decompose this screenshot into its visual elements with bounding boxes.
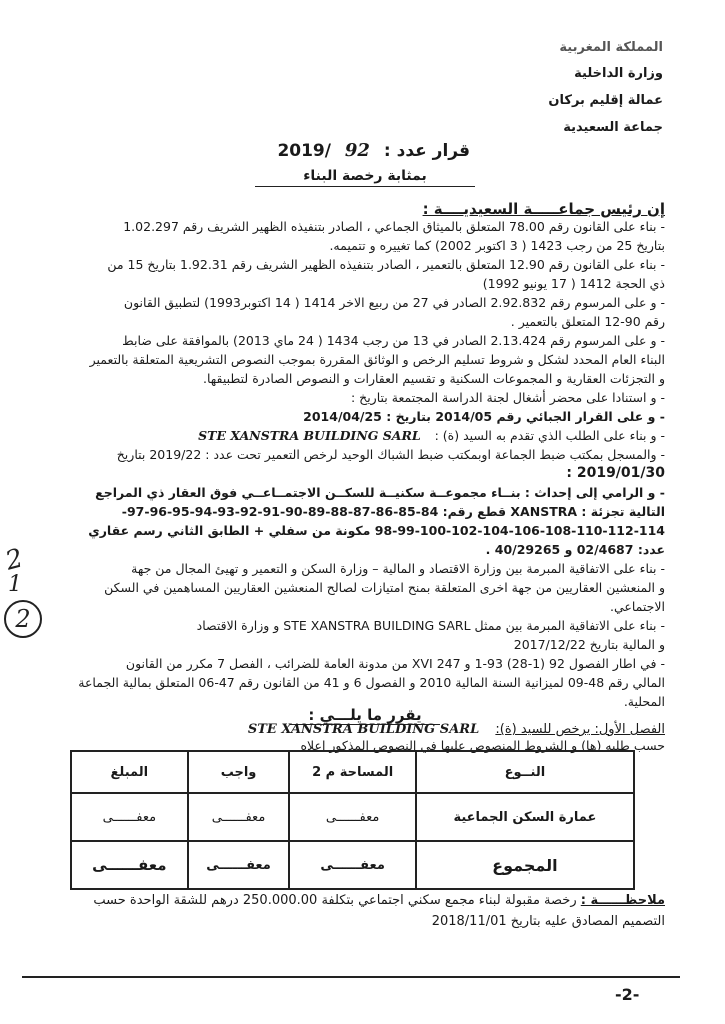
note bbox=[93, 893, 665, 908]
province-header: عمالة إقليم بركان bbox=[548, 93, 663, 108]
body-line: - بناء على القانون رقم 12.90 المتعلق بالتعمير ، الصادر بتنفيذه الظهير الشريف رقم 1.92.31 بتاريخ 15 من bbox=[107, 257, 665, 272]
header-amount: المبلغ bbox=[71, 751, 188, 793]
table-row-total bbox=[71, 841, 634, 889]
company-name: STE XANSTRA BUILDING SARL bbox=[198, 428, 421, 443]
table-row bbox=[71, 793, 634, 841]
body-line: - بناء على الاتفاقية المبرمة بين وزارة الاقتصاد و المالية – وزارة السكن و التعمير و تهيئ المجال من جهة bbox=[131, 561, 665, 576]
cell-type: عمارة السكن الجماعية bbox=[416, 793, 634, 841]
margin-mark: 2 bbox=[2, 543, 27, 577]
decision-title: قرار عدد : bbox=[383, 141, 470, 161]
bottom-divider bbox=[22, 976, 680, 978]
article-1-company: STE XANSTRA BUILDING SARL bbox=[247, 722, 480, 737]
body-line: بتاريخ 25 من رجب 1423 ( 3 اكتوبر 2002) كما تغييره و تتميمه. bbox=[329, 238, 665, 253]
body-line: 98-99-100-102-104-106-108-110-112-114 مكونة من سفلي + الطابق الثاني رسم عقاري bbox=[88, 523, 665, 538]
margin-mark: 1 bbox=[8, 572, 22, 597]
commune-header: جماعة السعيدية bbox=[563, 120, 663, 135]
president-heading: إن رئيس جماعـــــة السعيديــــة : bbox=[422, 200, 665, 218]
body-line: المحلية. bbox=[623, 694, 665, 709]
article-1-label: الفصل الأول: يرخص للسيد (ة): bbox=[495, 722, 665, 737]
body-line: و المنعشين العقاريين من جهة اخرى المتعلقة بمنح امتيازات لصالح المنعشين العقاريين المساهمين في السكن bbox=[104, 580, 665, 595]
body-line: و المالية بتاريخ 2017/12/22 bbox=[513, 637, 665, 652]
body-line: الاجتماعي. bbox=[610, 599, 665, 614]
body-line: - و بناء على الطلب الذي تقدم به السيد (ة) : bbox=[434, 428, 665, 443]
header-area: المساحة م 2 bbox=[289, 751, 415, 793]
cell-amount: معفــــــى bbox=[71, 793, 188, 841]
body-line: رقم 90-12 المتعلق بالتعمير . bbox=[510, 314, 665, 329]
article-1 bbox=[248, 722, 665, 737]
body-line: عدد: 02/4687 و 40/29265 . bbox=[485, 542, 665, 557]
decision-year: 2019/ bbox=[277, 141, 331, 161]
ministry-header: وزارة الداخلية bbox=[574, 66, 663, 81]
decision-subtitle: بمثابة رخصة البناء bbox=[255, 168, 475, 187]
circled-margin-mark: 2 bbox=[4, 600, 42, 638]
decision-title-line bbox=[270, 140, 470, 161]
article-1-continuation: حسب طلبه (ها) و الشروط المنصوص عليها في النصوص المذكور اعلاه bbox=[300, 738, 665, 753]
body-line: - و الرامي إلى إحداث : بنــاء مجموعــة سكنيــة للسكــن الاجتمــاعــي فوق العقار ذي المراجع bbox=[95, 485, 665, 500]
note-text-2: التصميم المصادق عليه بتاريخ 2018/11/01 bbox=[431, 914, 665, 929]
body-line: - بناء على الاتفاقية المبرمة بين ممثل STE XANSTRA BUILDING SARL و وزارة الاقتصاد bbox=[196, 618, 665, 633]
body-line: 2019/01/30 : bbox=[566, 465, 665, 481]
table-header-row bbox=[71, 751, 634, 793]
cell-area: معفــــــى bbox=[289, 793, 415, 841]
decides-heading: يقرر ما يلـــي : bbox=[290, 706, 440, 725]
body-line: - و على المرسوم رقم 2.92.832 الصادر في 27 من ربيع الاخر 1414 ( 14 اكتوبر1993) لتطبيق القانون bbox=[123, 295, 665, 310]
note-text: رخصة مقبولة لبناء مجمع سكني اجتماعي بتكلفة 250.000.00 درهم للشقة الواحدة حسب bbox=[93, 893, 577, 908]
body-line: - في اطار الفصول 92 (1-28) 93-1 و 247 XVI من مدونة العامة للضرائب ، الفصل 7 مكرر من القانون bbox=[125, 656, 665, 671]
body-line: البناء العام المحدد لشكل و شروط تسليم الرخص و الوثائق المقررة بموجب النصوص التشريعية المتعلقة بالتعمير bbox=[89, 352, 665, 367]
body-line: - و على المرسوم رقم 2.13.424 الصادر في 13 من رجب 1434 ( 24 ماي 2013) بالموافقة على ضابط bbox=[122, 333, 665, 348]
country-header: المملكة المغربية bbox=[559, 40, 663, 55]
body-line: - و استنادا على محضر أشغال لجنة الدراسة المجتمعة بتاريخ : bbox=[350, 390, 665, 405]
page-number: -2- bbox=[615, 985, 640, 1004]
cell-total-amount: معفــــــى bbox=[71, 841, 188, 889]
header-type: النــوع bbox=[416, 751, 634, 793]
cell-total-duty: معفــــــى bbox=[188, 841, 290, 889]
body-line: و التجزئات العقارية و المجموعات السكنية و تقسيم العقارات و النصوص الصادرة لتطبيقها. bbox=[203, 371, 665, 386]
body-line: - والمسجل بمكتب ضبط الجماعة اوبمكتب ضبط الشباك الوحيد لرخص التعمير تحت عدد : 2019/22 بتاريخ bbox=[116, 447, 665, 462]
body-line: - بناء على القانون رقم 78.00 المتعلق بالميثاق الجماعي ، الصادر بتنفيذه الظهير الشريف رقم 1.02.297 bbox=[123, 219, 665, 234]
body-line: ذي الحجة 1412 ( 17 يونيو 1992) bbox=[482, 276, 665, 291]
cell-total-area: معفــــــى bbox=[289, 841, 415, 889]
header-duty: واجب bbox=[188, 751, 290, 793]
body-line: - و على القرار الجبائي رقم 2014/05 بتاريخ : 2014/04/25 bbox=[303, 409, 665, 424]
decision-number: 92 bbox=[344, 140, 370, 161]
fees-table bbox=[70, 750, 635, 890]
cell-total-label: المجموع bbox=[416, 841, 634, 889]
cell-duty: معفــــــى bbox=[188, 793, 290, 841]
body-line-applicant bbox=[58, 427, 665, 444]
body-line: التالية تجزئة : XANSTRA قطع رقم: 84-85-86-87-88-89-90-91-92-93-94-95-96-97- bbox=[121, 504, 665, 519]
body-line: المالي رقم 48-09 لميزانية السنة المالية 2010 و الفصول 6 و 41 من القانون رقم 47-06 المتعلق بمالية الجماعة bbox=[78, 675, 665, 690]
note-label: ملاحظــــــة : bbox=[580, 893, 665, 908]
